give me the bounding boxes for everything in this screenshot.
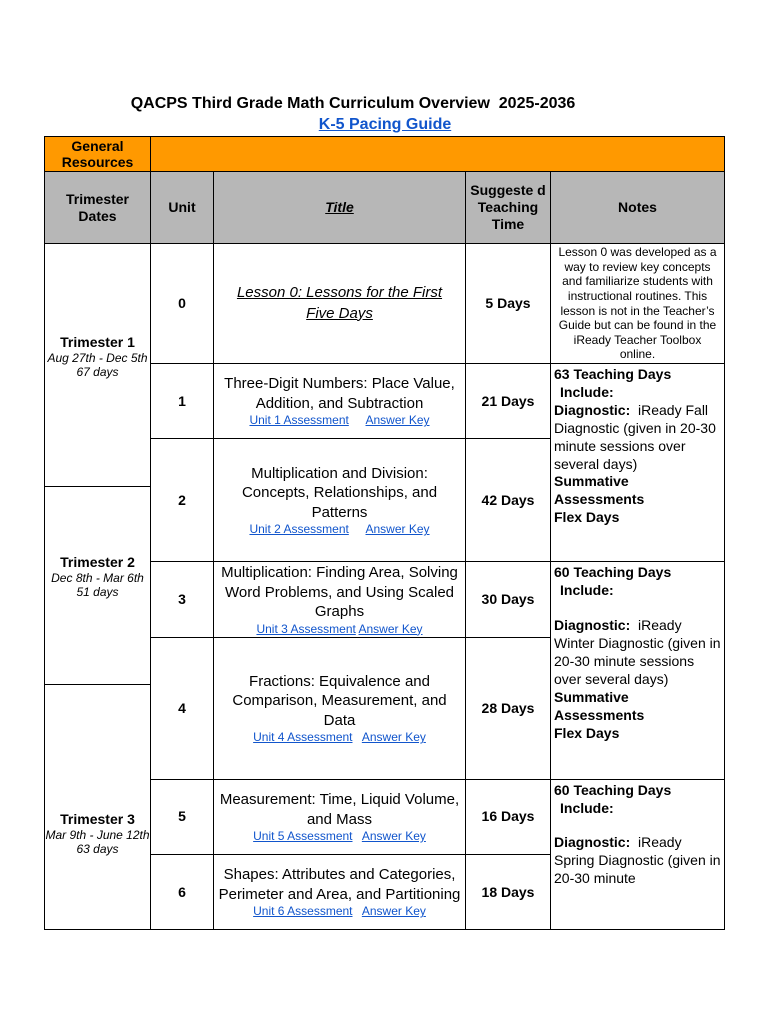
- teaching-time: 42 Days: [466, 439, 551, 562]
- lesson0-note: Lesson 0 was developed as a way to review key concepts and familiarize students with instructional routines. This lesson is not in the Teacher’s Guide but can be found in the iReady Teacher Toolbox online.: [551, 244, 725, 364]
- answer-key-link[interactable]: Answer Key: [361, 730, 426, 745]
- col-header-unit: Unit: [151, 172, 214, 244]
- general-resources-label: General Resources: [45, 137, 151, 172]
- col-header-title: Title: [214, 172, 466, 244]
- teaching-time: 30 Days: [466, 562, 551, 637]
- teaching-time: 18 Days: [466, 855, 551, 930]
- trimester-3: Trimester 3 Mar 9th - June 12th 63 days: [45, 811, 150, 857]
- col-header-dates: Trimester Dates: [45, 172, 151, 244]
- answer-key-link[interactable]: Answer Key: [361, 829, 426, 844]
- assessment-link[interactable]: Unit 3 Assessment: [256, 621, 356, 636]
- document-title: QACPS Third Grade Math Curriculum Overview 2025-2036: [130, 95, 576, 112]
- assessment-link[interactable]: Unit 6 Assessment: [253, 904, 353, 919]
- unit-title: Multiplication and Division: Concepts, Relationships, and Patterns Unit 2 Assessment Answer Key: [214, 439, 466, 562]
- unit-title: Shapes: Attributes and Categories, Perimeter and Area, and Partitioning Unit 6 Assessment Answer Key: [214, 855, 466, 930]
- general-resources-bar: [151, 137, 725, 172]
- unit-title: Multiplication: Finding Area, Solving Word Problems, and Using Scaled Graphs Unit 3 Assessment Answer Key: [214, 562, 466, 637]
- teaching-time: 16 Days: [466, 779, 551, 854]
- notes-block-3: 60 Teaching Days Include: Diagnostic: iReady Spring Diagnostic (given in 20-30 minute: [551, 779, 725, 929]
- assessment-link[interactable]: Unit 4 Assessment: [253, 730, 353, 745]
- teaching-time: 5 Days: [466, 244, 551, 364]
- unit-number: 6: [151, 855, 214, 930]
- teaching-time: 28 Days: [466, 637, 551, 779]
- trimester-2: Trimester 2 Dec 8th - Mar 6th 51 days: [51, 554, 144, 600]
- curriculum-table: [44, 136, 725, 930]
- trimester-1: Trimester 1 Aug 27th - Dec 5th 67 days: [47, 334, 148, 380]
- answer-key-link[interactable]: Answer Key: [365, 522, 430, 537]
- unit-title: Measurement: Time, Liquid Volume, and Mass Unit 5 Assessment Answer Key: [214, 779, 466, 854]
- answer-key-link[interactable]: Answer Key: [361, 904, 426, 919]
- unit-title: Lesson 0: Lessons for the First Five Days: [214, 244, 466, 364]
- assessment-link[interactable]: Unit 5 Assessment: [253, 829, 353, 844]
- pacing-guide-link[interactable]: K-5 Pacing Guide: [318, 116, 452, 133]
- col-header-notes: Notes: [551, 172, 725, 244]
- unit-number: 1: [151, 364, 214, 439]
- assessment-link[interactable]: Unit 1 Assessment: [249, 413, 349, 428]
- assessment-link[interactable]: Unit 2 Assessment: [249, 522, 349, 537]
- trimester-column: [45, 244, 151, 930]
- unit-number: 2: [151, 439, 214, 562]
- unit-number: 0: [151, 244, 214, 364]
- answer-key-link[interactable]: Answer Key: [358, 621, 423, 636]
- notes-block-1: 63 Teaching Days Include: Diagnostic: iReady Fall Diagnostic (given in 20-30 minute sessions over several days) Summative Assessments Flex Days: [551, 364, 725, 562]
- unit-title: Three-Digit Numbers: Place Value, Addition, and Subtraction Unit 1 Assessment Answer Key: [214, 364, 466, 439]
- notes-block-2: 60 Teaching Days Include: Diagnostic: iReady Winter Diagnostic (given in 20-30 minute sessions over several days) Summative Assessments Flex Days: [551, 562, 725, 779]
- unit-number: 5: [151, 779, 214, 854]
- trimester-divider: [45, 684, 150, 685]
- col-header-time: Suggeste d Teaching Time: [466, 172, 551, 244]
- answer-key-link[interactable]: Answer Key: [365, 413, 430, 428]
- unit-number: 3: [151, 562, 214, 637]
- teaching-time: 21 Days: [466, 364, 551, 439]
- trimester-divider: [45, 486, 150, 487]
- unit-number: 4: [151, 637, 214, 779]
- unit-title: Fractions: Equivalence and Comparison, Measurement, and Data Unit 4 Assessment Answer Key: [214, 637, 466, 779]
